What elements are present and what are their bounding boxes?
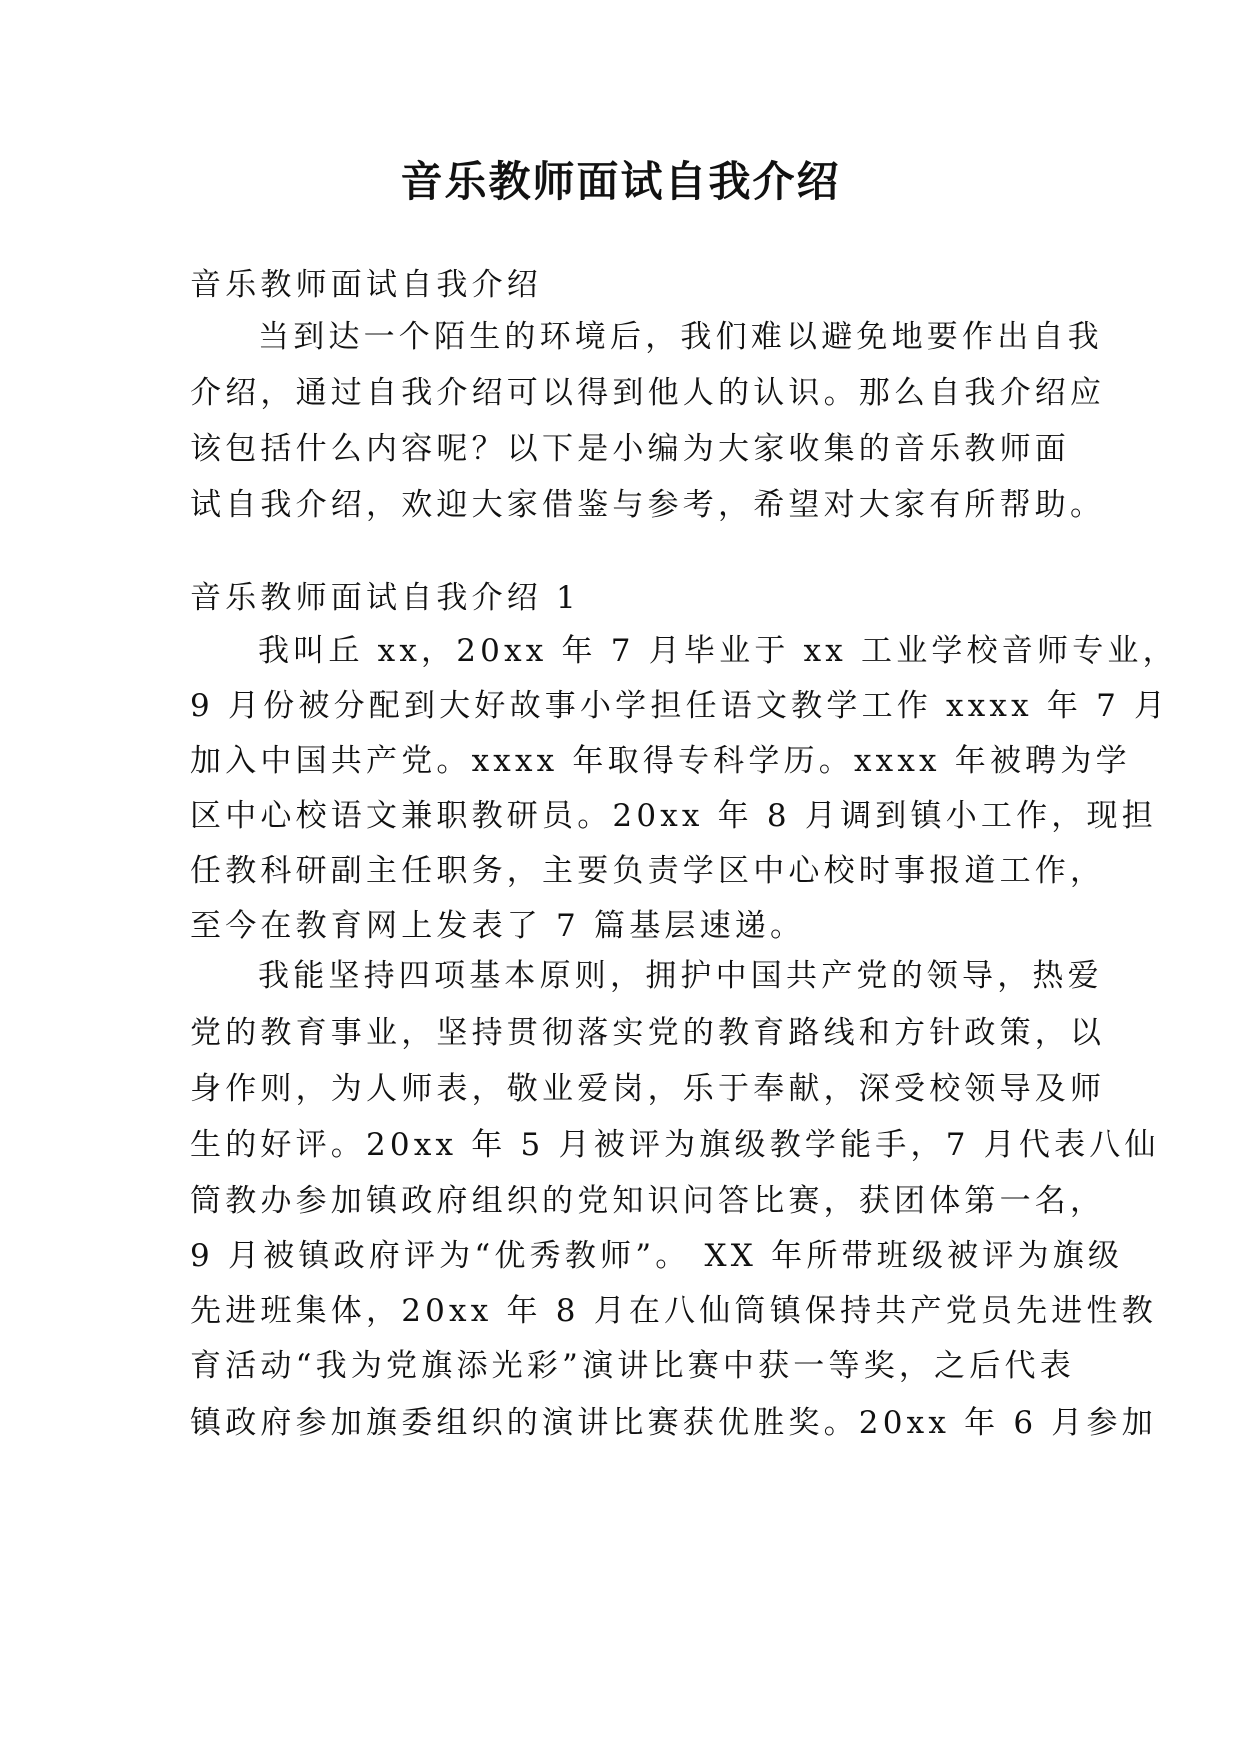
body-line: 音乐教师面试自我介绍 1 (190, 580, 580, 616)
body-line: 9 月份被分配到大好故事小学担任语文教学工作 xxxx 年 7 月 (190, 688, 1170, 724)
body-line: 筒教办参加镇政府组织的党知识问答比赛，获团体第一名， (190, 1183, 1106, 1219)
body-line: 生的好评。20xx 年 5 月被评为旗级教学能手，7 月代表八仙 (190, 1127, 1160, 1163)
body-line: 镇政府参加旗委组织的演讲比赛获优胜奖。20xx 年 6 月参加 (190, 1405, 1157, 1441)
body-line: 党的教育事业，坚持贯彻落实党的教育路线和方针政策，以 (190, 1015, 1106, 1051)
body-line: 该包括什么内容呢？以下是小编为大家收集的音乐教师面 (190, 431, 1070, 467)
body-line: 加入中国共产党。xxxx 年取得专科学历。xxxx 年被聘为学 (190, 743, 1131, 779)
body-line: 身作则，为人师表，敬业爱岗，乐于奉献，深受校领导及师 (190, 1071, 1106, 1107)
body-line: 任教科研副主任职务，主要负责学区中心校时事报道工作， (190, 853, 1106, 889)
body-line: 音乐教师面试自我介绍 (190, 267, 542, 303)
document-title: 音乐教师面试自我介绍 (400, 157, 841, 206)
body-line: 9 月被镇政府评为“优秀教师”。 XX 年所带班级被评为旗级 (190, 1238, 1124, 1274)
body-line: 先进班集体，20xx 年 8 月在八仙筒镇保持共产党员先进性教 (190, 1293, 1157, 1329)
body-line: 当到达一个陌生的环境后，我们难以避免地要作出自我 (258, 319, 1103, 355)
body-line: 育活动“我为党旗添光彩”演讲比赛中获一等奖，之后代表 (190, 1348, 1075, 1384)
body-line: 我能坚持四项基本原则，拥护中国共产党的领导，热爱 (258, 958, 1103, 994)
body-line: 试自我介绍，欢迎大家借鉴与参考，希望对大家有所帮助。 (190, 487, 1106, 523)
body-line: 至今在教育网上发表了 7 篇基层速递。 (190, 908, 806, 944)
body-line: 区中心校语文兼职教研员。20xx 年 8 月调到镇小工作，现担 (190, 798, 1157, 834)
body-line: 介绍，通过自我介绍可以得到他人的认识。那么自我介绍应 (190, 375, 1106, 411)
body-line: 我叫丘 xx，20xx 年 7 月毕业于 xx 工业学校音师专业， (258, 633, 1178, 669)
